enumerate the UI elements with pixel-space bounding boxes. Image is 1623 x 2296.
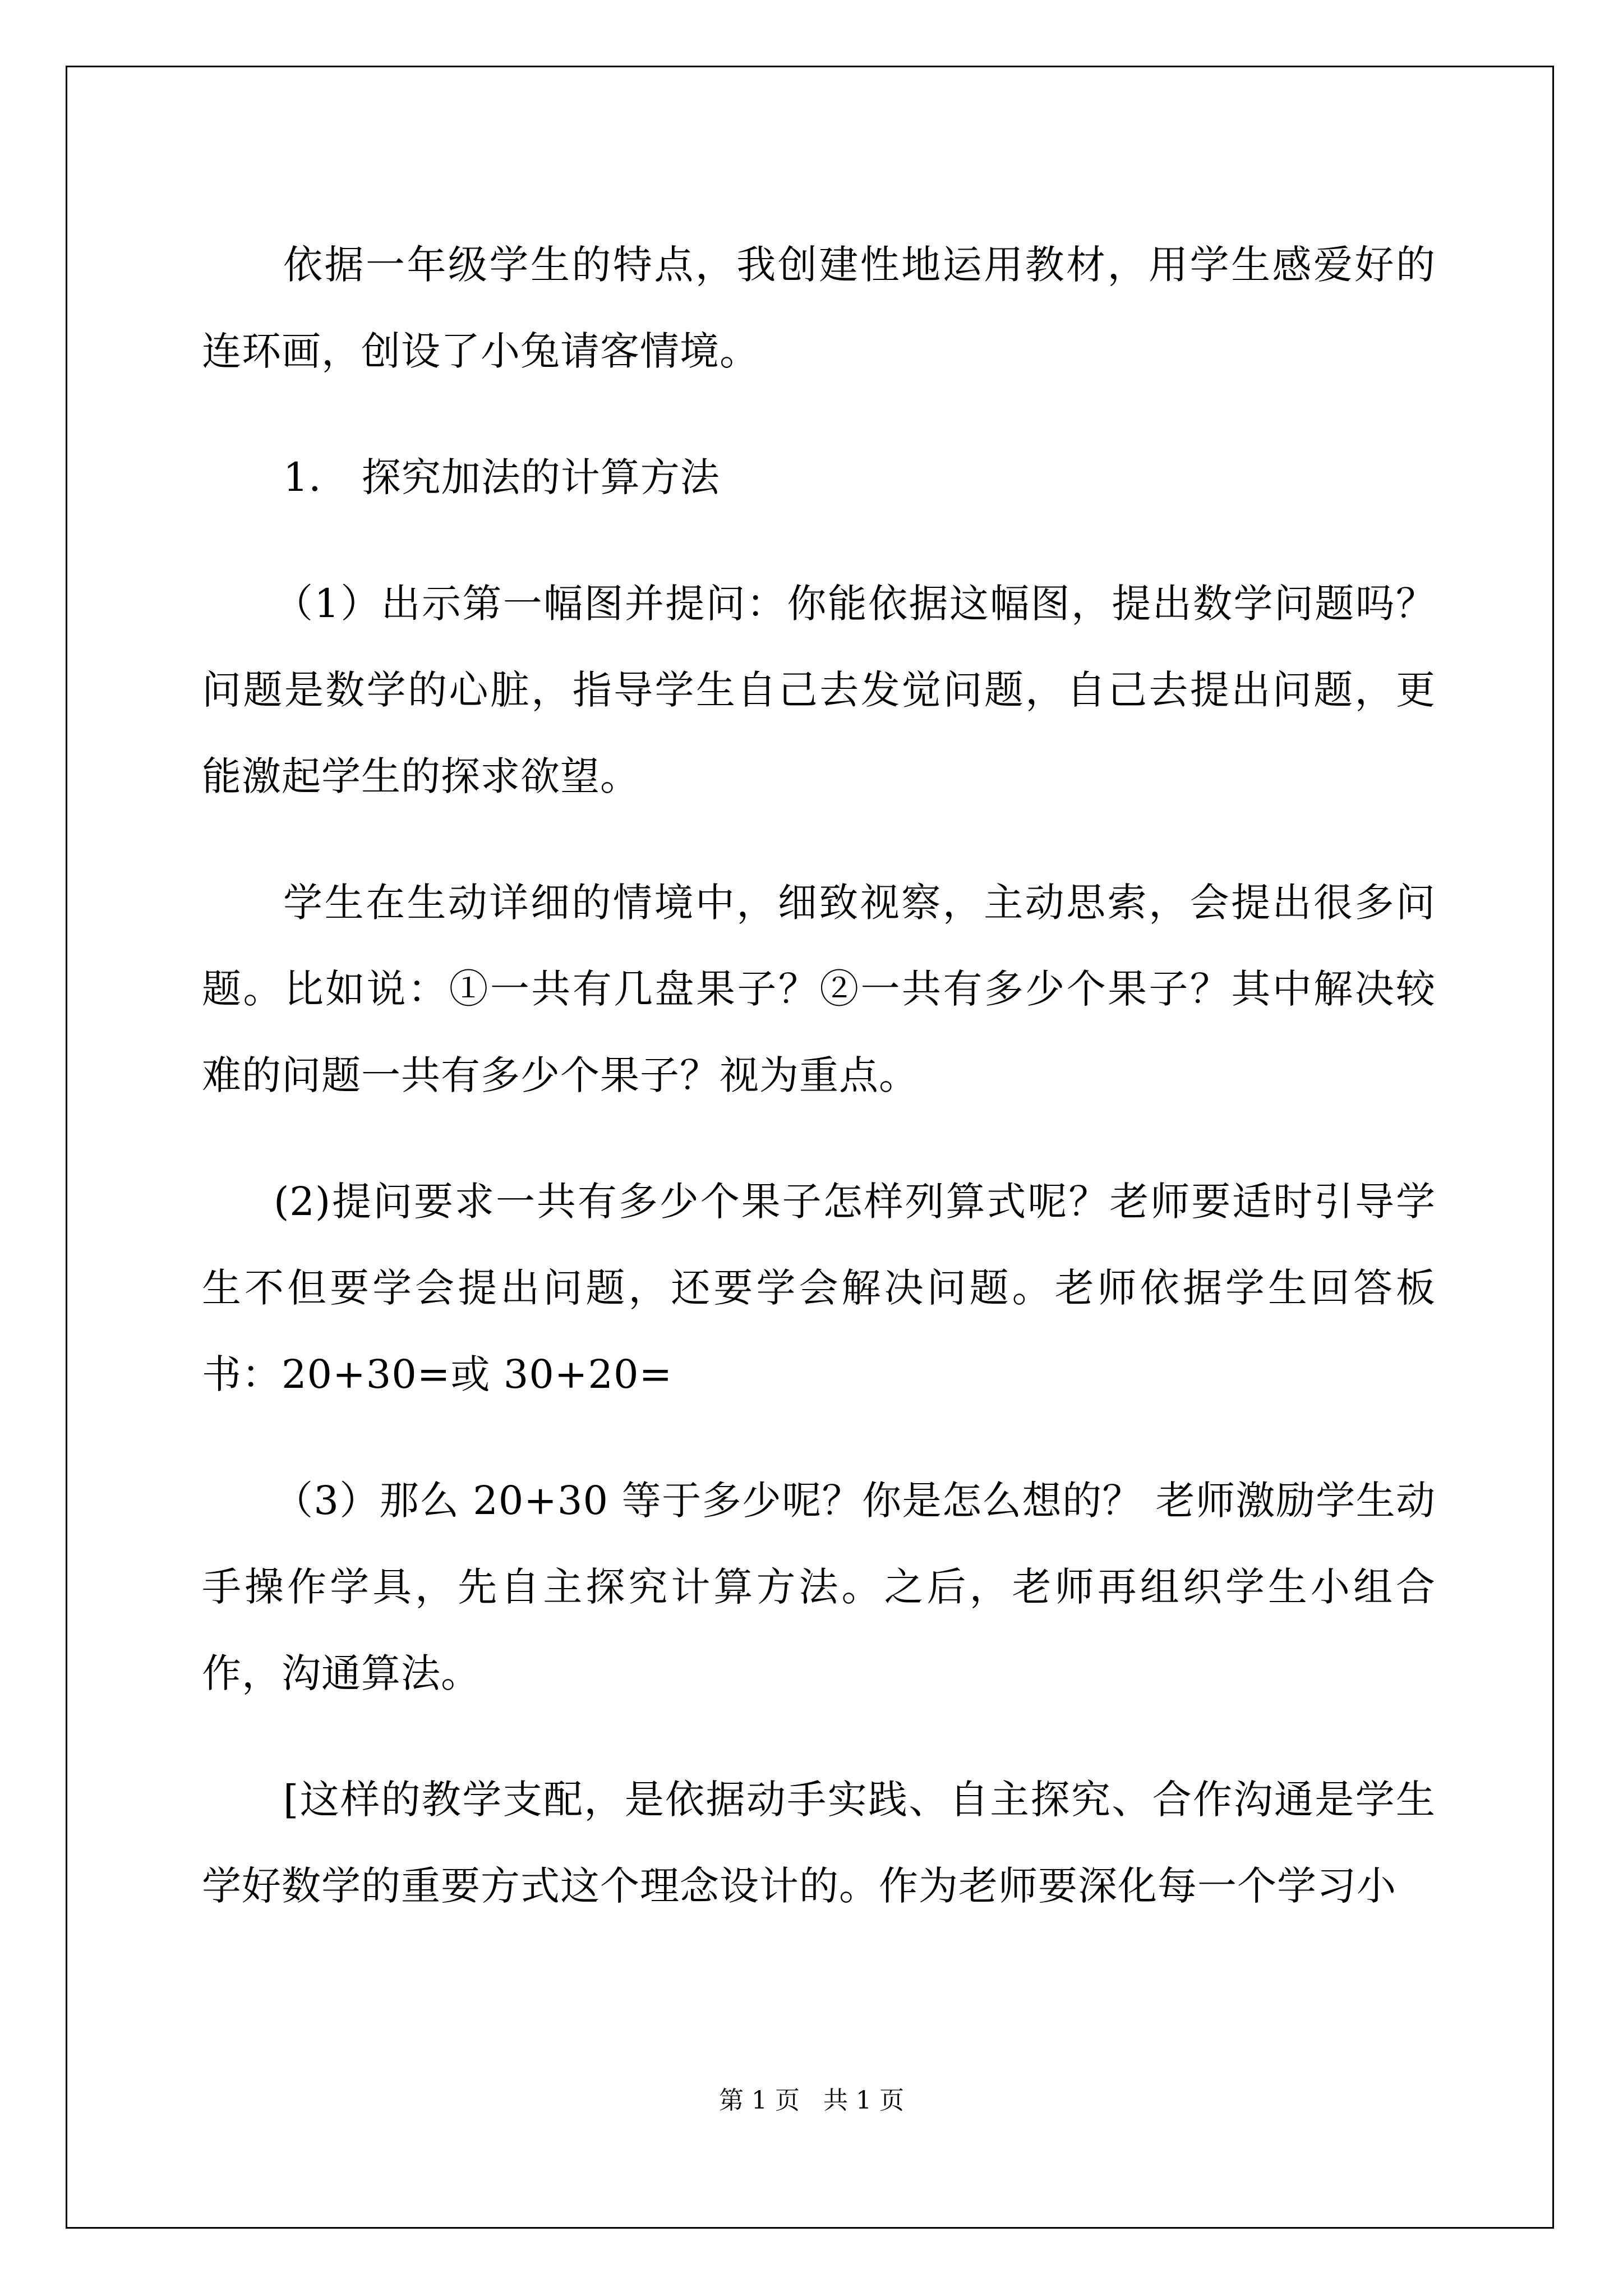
page-footer	[0, 2080, 1623, 2116]
document-body	[202, 222, 1436, 1969]
section-heading: 1． 探究加法的计算方法	[283, 454, 720, 500]
page-number: 第 1 页	[719, 2086, 800, 2115]
paragraph-student-questions: 学生在生动详细的情境中，细致视察，主动思索，会提出很多问题。比如说：①一共有几盘果子？②一共有多少个果子？其中解决较难的问题一共有多少个果子？视为重点。	[202, 880, 1436, 1098]
paragraph-intro: 依据一年级学生的特点，我创建性地运用教材，用学生感爱好的连环画，创设了小兔请客情境。	[202, 242, 1436, 374]
paragraph-step-3: （3）那么 20+30 等于多少呢？你是怎么想的？ 老师激励学生动手操作学具，先自主探究计算方法。之后，老师再组织学生小组合作，沟通算法。	[202, 1478, 1436, 1696]
paragraph-step-2: (2)提问要求一共有多少个果子怎样列算式呢？老师要适时引导学生不但要学会提出问题，还要学会解决问题。老师依据学生回答板书：20+30=或 30+20=	[202, 1179, 1436, 1397]
page-total: 共 1 页	[823, 2086, 904, 2115]
paragraph-step-1: （1）出示第一幅图并提问：你能依据这幅图，提出数学问题吗？问题是数学的心脏，指导学生自己去发觉问题，自己去提出问题，更能激起学生的探求欲望。	[202, 581, 1436, 799]
paragraph-design-note: [这样的教学支配，是依据动手实践、自主探究、合作沟通是学生学好数学的重要方式这个理念设计的。作为老师要深化每一个学习小	[202, 1777, 1436, 1909]
